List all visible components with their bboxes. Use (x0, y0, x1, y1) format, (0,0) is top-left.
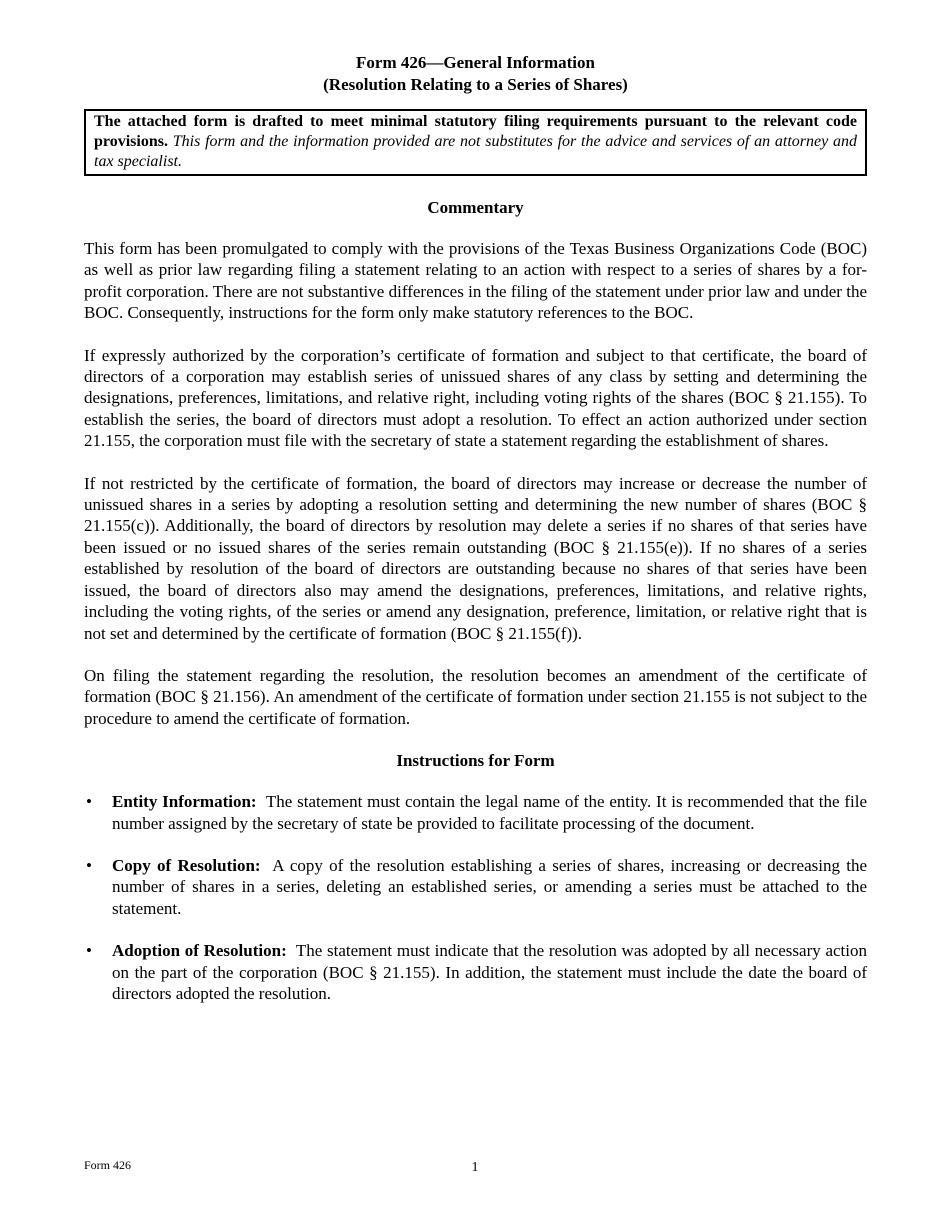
bullet-icon: • (86, 855, 92, 875)
commentary-paragraph: This form has been promulgated to comply with the provisions of the Texas Business Organizations Code (BOC) as well as prior law regarding filing a statement relating to an action with respect to a series of shares by a for-profit corporation. There are not substantive differences in the filing of the statement under prior law and under the BOC. Consequently, instructions for the form only make statutory references to the BOC. (84, 239, 867, 323)
instruction-text: The statement must indicate that the resolution was adopted by all necessary action on the part of the corporation (BOC § 21.155). In addition, the statement must include the date the board of directors adopted the resolution. (112, 941, 867, 1003)
commentary-paragraph: On filing the statement regarding the resolution, the resolution becomes an amendment of the certificate of formation (BOC § 21.156). An amendment of the certificate of formation under section 21.155 is not subject to the procedure to amend the certificate of formation. (84, 665, 867, 728)
footer-form-label: Form 426 (84, 1158, 132, 1172)
instruction-text: A copy of the resolution establishing a series of shares, increasing or decreasing the number of shares in a series, deleting an established series, or amending a series must be attached to the statement. (112, 855, 867, 918)
disclaimer-box (84, 109, 867, 176)
instruction-item-entity-information (84, 791, 867, 834)
bullet-icon: • (86, 792, 92, 812)
commentary-paragraph: If not restricted by the certificate of formation, the board of directors may increase or decrease the number of unissued shares in a series by adopting a resolution setting and determining the new number of shares (BOC § 21.155(c)). Additionally, the board of directors by resolution may delete a series if no shares of that series have been issued or no issued shares of the series remain outstanding (BOC § 21.155(e)). If no shares of a series established by resolution of the board of directors are outstanding because no shares of that series have been issued, the board of directors also may amend the designations, preferences, limitations, and relative rights, including the voting rights, of the series or amend any designation, preference, limitation, or relative right that is not set and determined by the certificate of formation (BOC § 21.155(f)). (84, 473, 867, 643)
instruction-item-adoption-of-resolution (84, 940, 867, 1004)
disclaimer-italic-text: This form and the information provided are not substitutes for the advice and services of an attorney and tax specialist. (94, 133, 858, 170)
instruction-item-copy-of-resolution (84, 855, 867, 919)
page-number: 1 (471, 1160, 479, 1175)
bullet-icon: • (86, 941, 92, 961)
form-subtitle: (Resolution Relating to a Series of Shares) (323, 75, 628, 94)
instructions-heading: Instructions for Form (396, 751, 555, 771)
instruction-term: Adoption of Resolution: (112, 941, 287, 961)
disclaimer-bold-text: The attached form is drafted to meet minimal statutory filing requirements pursuant to the relevant code provisions. (94, 113, 857, 150)
commentary-paragraph: If expressly authorized by the corporation’s certificate of formation and subject to that certificate, the board of directors of a corporation may establish series of unissued shares of any class by setting and determining the designations, preferences, limitations, and relative right, including voting rights of the shares (BOC § 21.155). To establish the series, the board of directors must adopt a resolution. To effect an action authorized under section 21.155, the corporation must file with the secretary of state a statement regarding the establishment of shares. (84, 345, 867, 451)
form-title: Form 426—General Information (356, 53, 595, 72)
document-page (84, 52, 867, 1025)
instruction-term: Copy of Resolution: (112, 855, 261, 875)
instruction-term: Entity Information: (112, 792, 257, 812)
instructions-list (84, 791, 867, 1004)
instruction-text: The statement must contain the legal name of the entity. It is recommended that the file number assigned by the secretary of state be provided to facilitate processing of the document. (112, 792, 867, 833)
commentary-heading: Commentary (427, 198, 524, 217)
